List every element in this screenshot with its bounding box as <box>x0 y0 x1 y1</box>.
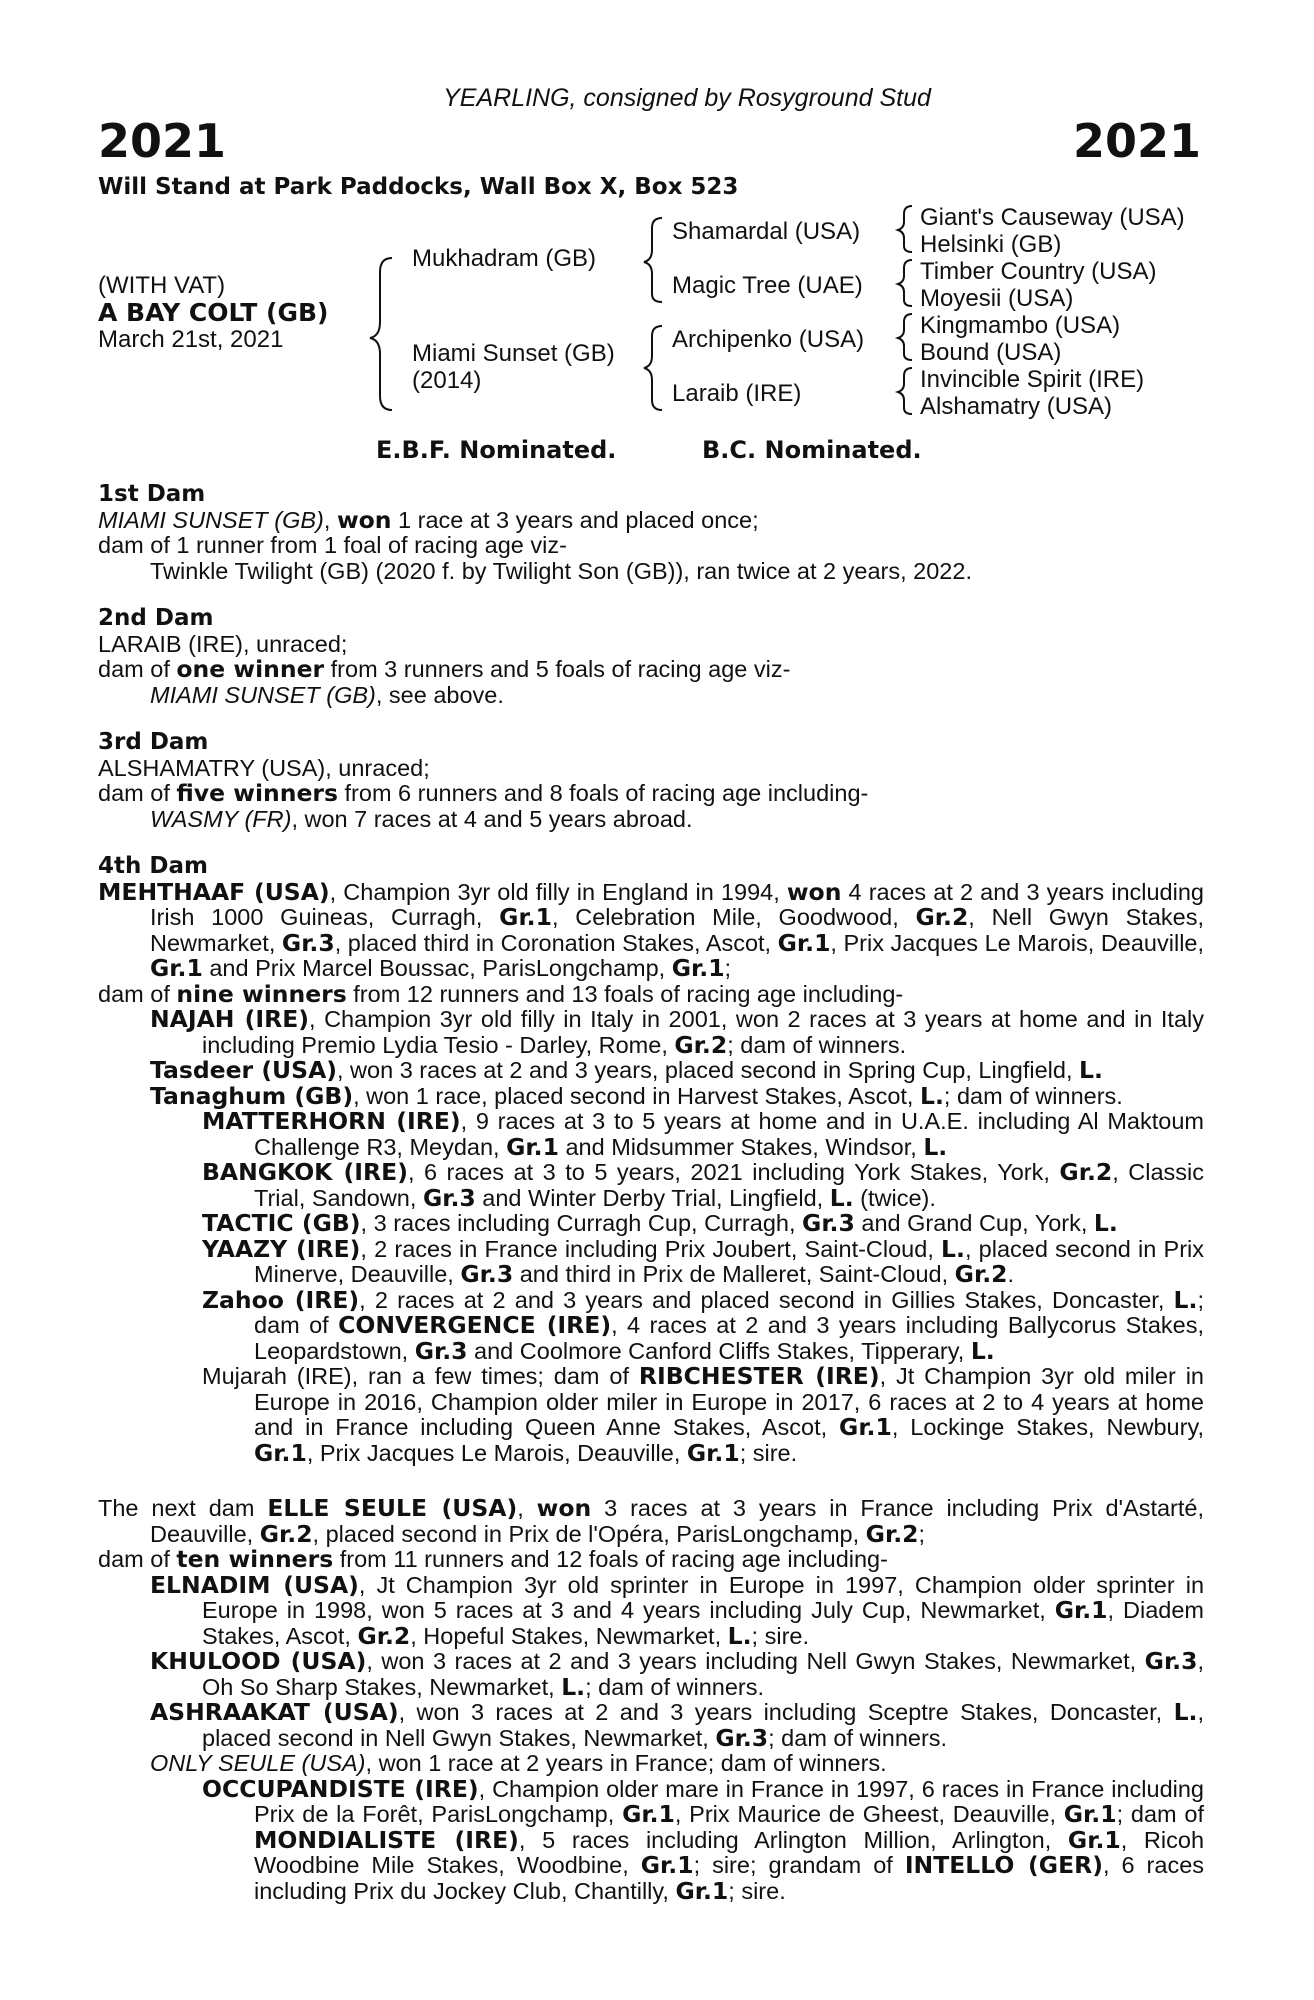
stand-location: Will Stand at Park Paddocks, Wall Box X, Box 523 <box>98 174 739 200</box>
sire: Mukhadram (GB) <box>412 245 597 272</box>
year-left: 2021 <box>98 114 227 168</box>
dam: Miami Sunset (GB) <box>412 340 615 367</box>
great-grandsire-7: Invincible Spirit (IRE) <box>920 366 1145 393</box>
section-title: 3rd Dam <box>98 729 209 755</box>
year-right: 2021 <box>1072 114 1201 168</box>
vat-note: (WITH VAT) <box>98 272 226 299</box>
great-granddam-6: Bound (USA) <box>920 339 1062 366</box>
great-granddam-2: Helsinki (GB) <box>920 231 1062 258</box>
great-granddam-8: Alshamatry (USA) <box>920 393 1113 420</box>
section-title: 4th Dam <box>98 853 208 879</box>
first-dam-section: 1st Dam MIAMI SUNSET (GB), won 1 race at 3 years and placed once; dam of 1 runner from 1 foal of racing age viz- Twinkle Twilight (GB) (2020 f. by Twilight Son (GB)), ran twice at 2 years, 2022. <box>98 482 1204 584</box>
lot-name: A BAY COLT (GB) <box>98 298 329 327</box>
next-dam-section: The next dam ELLE SEULE (USA), won 3 races at 3 years in France including Prix d'Astarté, Deauville, Gr.2, placed second in Prix de l'Opéra, ParisLongchamp, Gr.2; dam of ten winners from 11 runners and 12 foals of racing age including- ELNADIM (USA), Jt Champion 3yr old sprinter in Europe in 1997, Champion older sprinter in Europe in 1998, won 5 races at 3 and 4 years including July Cup, Newmarket, Gr.1, Diadem Stakes, Ascot, Gr.2, Hopeful Stakes, Newmarket, L.; sire. KHULOOD (USA), won 3 races at 2 and 3 years including Nell Gwyn Stakes, Newmarket, Gr.3, Oh So Sharp Stakes, Newmarket, L.; dam of winners. ASHRAAKAT (USA), won 3 races at 2 and 3 years including Sceptre Stakes, Doncaster, L., placed second in Nell Gwyn Stakes, Newmarket, Gr.3; dam of winners. ONLY SEULE (USA), won 1 race at 2 years in France; dam of winners. OCCUPANDISTE (IRE), Champion older mare in France in 1997, 6 races in France including Prix de la Forêt, ParisLongchamp, Gr.1, Prix Maurice de Gheest, Deauville, Gr.1; dam of MONDIALISTE (IRE), 5 races including Arlington Million, Arlington, Gr.1, Ricoh Woodbine Mile Stakes, Woodbine, Gr.1; sire; grandam of INTELLO (GER), 6 races including Prix du Jockey Club, Chantilly, Gr.1; sire. <box>98 1494 1205 1905</box>
sire-dam: Magic Tree (UAE) <box>672 272 863 299</box>
sire-sire: Shamardal (USA) <box>672 218 861 245</box>
dam-dam: Laraib (IRE) <box>672 380 802 407</box>
produce-record <box>98 482 1204 1926</box>
dam-year: (2014) <box>412 367 482 394</box>
section-title: 1st Dam <box>98 481 206 507</box>
third-dam-section: 3rd Dam ALSHAMATRY (USA), unraced; dam of five winners from 6 runners and 8 foals of racing age including- WASMY (FR), won 7 races at 4 and 5 years abroad. <box>98 730 1204 832</box>
consignor-line: YEARLING, consigned by Rosyground Stud <box>443 84 931 112</box>
great-grandsire-3: Timber Country (USA) <box>920 258 1157 285</box>
great-granddam-4: Moyesii (USA) <box>920 285 1074 312</box>
second-dam-section: 2nd Dam LARAIB (IRE), unraced; dam of one winner from 3 runners and 5 foals of racing age viz- MIAMI SUNSET (GB), see above. <box>98 606 1204 708</box>
fourth-dam-section: 4th Dam MEHTHAAF (USA), Champion 3yr old filly in England in 1994, won 4 races at 2 and 3 years including Irish 1000 Guineas, Curragh, Gr.1, Celebration Mile, Goodwood, Gr.2, Nell Gwyn Stakes, Newmarket, Gr.3, placed third in Coronation Stakes, Ascot, Gr.1, Prix Jacques Le Marois, Deauville, Gr.1 and Prix Marcel Boussac, ParisLongchamp, Gr.1; dam of nine winners from 12 runners and 13 foals of racing age including- NAJAH (IRE), Champion 3yr old filly in Italy in 2001, won 2 races at 3 years at home and in Italy including Premio Lydia Tesio - Darley, Rome, Gr.2; dam of winners. Tasdeer (USA), won 3 races at 2 and 3 years, placed second in Spring Cup, Lingfield, L. Tanaghum (GB), won 1 race, placed second in Harvest Stakes, Ascot, L.; dam of winners. MATTERHORN (IRE), 9 races at 3 to 5 years at home and in U.A.E. including Al Maktoum Challenge R3, Meydan, Gr.1 and Midsummer Stakes, Windsor, L. BANGKOK (IRE), 6 races at 3 to 5 years, 2021 including York Stakes, York, Gr.2, Classic Trial, Sandown, Gr.3 and Winter Derby Trial, Lingfield, L. (twice). TACTIC (GB), 3 races including Curragh Cup, Curragh, Gr.3 and Grand Cup, York, L. YAAZY (IRE), 2 races in France including Prix Joubert, Saint-Cloud, L., placed second in Prix Minerve, Deauville, Gr.3 and third in Prix de Malleret, Saint-Cloud, Gr.2. Zahoo (IRE), 2 races at 2 and 3 years and placed second in Gillies Stakes, Doncaster, L.; dam of CONVERGENCE (IRE), 4 races at 2 and 3 years including Ballycorus Stakes, Leopardstown, Gr.3 and Coolmore Canford Cliffs Stakes, Tipperary, L. Mujarah (IRE), ran a few times; dam of RIBCHESTER (IRE), Jt Champion 3yr old miler in Europe in 2016, Champion older miler in Europe in 2017, 6 races at 2 to 4 years at home and in France including Queen Anne Stakes, Ascot, Gr.1, Lockinge Stakes, Newbury, Gr.1, Prix Jacques Le Marois, Deauville, Gr.1; sire. <box>98 853 1205 1467</box>
great-grandsire-5: Kingmambo (USA) <box>920 312 1121 339</box>
foaling-date: March 21st, 2021 <box>98 326 284 353</box>
bc-nomination: B.C. Nominated. <box>702 436 922 464</box>
great-grandsire-1: Giant's Causeway (USA) <box>920 204 1185 231</box>
ebf-nomination: E.B.F. Nominated. <box>376 436 617 464</box>
section-title: 2nd Dam <box>98 605 214 631</box>
dam-sire: Archipenko (USA) <box>672 326 865 353</box>
